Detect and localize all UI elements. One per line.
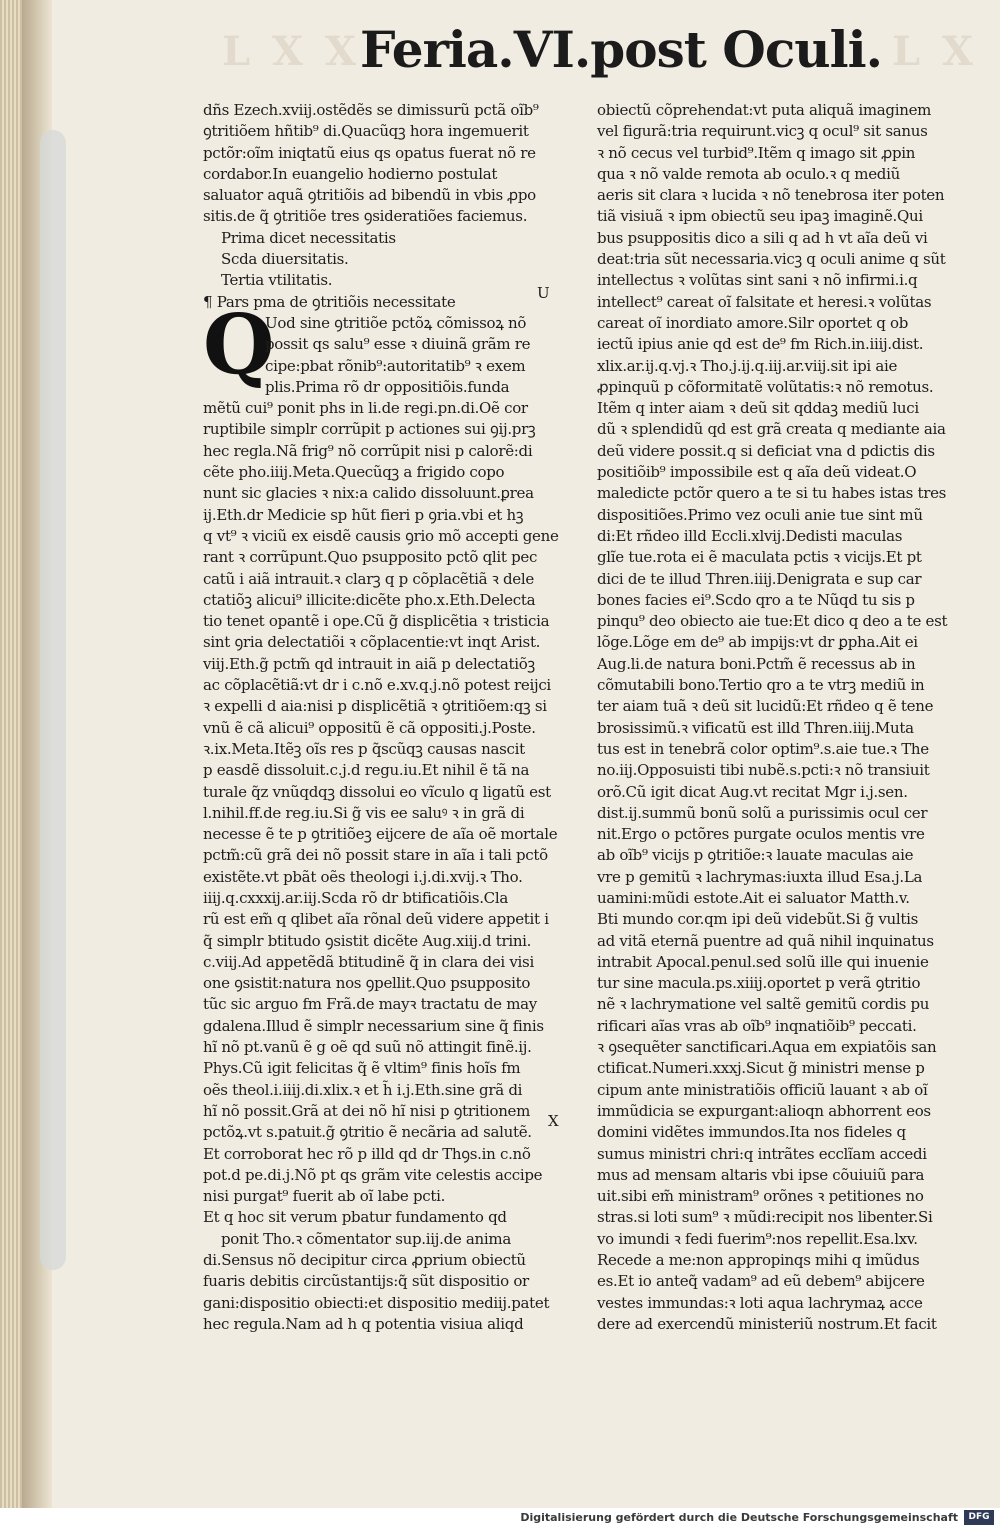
text-line: c.viij.Ad appetẽdã btitudinẽ q̃ in clara dei visi [203,952,534,971]
text-line: fuaris debitis circũstantijs:q̃ sũt dispositio or [203,1272,529,1291]
text-line: p easdẽ dissoluit.c.j.d regu.iu.Et nihil ẽ tã na [203,761,530,780]
text-line: bones facies ei⁹.Scdo qro a te Nũqd tu sis p [597,590,915,609]
text-line: xlix.ar.ij.q.vj.ꝛ Tho.j.ij.q.iij.ar.viij.sit ipi aie [597,356,898,375]
text-line: oẽs theol.i.iiij.di.xlix.ꝛ et h̃ i.j.Eth.sine grã di [203,1080,523,1099]
text-line: deat:tria sũt necessaria.vicꝫ q oculi anime q sũt [597,250,946,269]
dfg-logo: DFG [964,1510,994,1525]
text-line: tur sine macula.ps.xiiij.oportet p verã ꝯtritio [597,974,921,993]
show-through-text: L X X [222,28,361,75]
footer-credit: Digitalisierung gefördert durch die Deutsche Forschungsgemeinschaft [520,1511,958,1524]
text-line: tiã visiuã ꝛ ipm obiectũ seu ipaꝫ imaginẽ.Qui [597,207,923,226]
running-head: Feria.VI.post Oculi. [360,20,883,79]
text-line: intellectus ꝛ volũtas sint sani ꝛ nõ infirmi.i.q [597,271,918,290]
text-line: hec regla.Nã frig⁹ nõ corrũpit nisi p calorẽ:di [203,441,533,460]
text-line: cipe:pbat rõnib⁹:autoritatib⁹ ꝛ exem [265,356,526,375]
text-line: ꝛ expelli d aia:nisi p displicẽtiã ꝛ ꝯtritiõem:qꝫ si [203,697,547,716]
text-line: ruptibile simplr corrũpit p actiones sui ꝯij.prꝫ [203,420,536,439]
text-line: aeris sit clara ꝛ lucida ꝛ nõ tenebrosa iter poten [597,186,945,205]
text-line: rant ꝛ corrũpunt.Quo psupposito pctõ qlit pec [203,548,538,567]
text-line: ponit Tho.ꝛ cõmentator sup.iij.de anima [221,1229,511,1248]
text-line: ꝛ ꝯsequẽter sanctificari.Aqua em expiatõis san [597,1038,937,1057]
text-line: ad vitã eternã puentre ad quã nihil inquinatus [597,931,934,950]
text-line: Bti mundo cor.qm ipi deũ videbũt.Si g̃ vultis [597,910,919,929]
text-line: necesse ẽ te p ꝯtritiõeꝫ eijcere de aĩa oẽ mortale [203,825,558,844]
text-line: ab oĩb⁹ vicijs p ꝯtritiõe:ꝛ lauate maculas aie [597,846,914,865]
text-line: immũdicia se expurgant:alioqn abhorrent eos [597,1101,931,1120]
text-line: viij.Eth.g̃ pctm̃ qd intrauit in aiã p delectatiõꝫ [203,654,535,673]
text-line: ꝛ nõ cecus vel turbid⁹.Itẽm q imago sit ꝓpin [597,143,916,162]
text-line: Phys.Cũ igit felicitas q̃ ẽ vltim⁹ finis hoĩs fm [203,1059,521,1078]
text-line: turale q̃z vnũqdqꝫ dissolui eo vĩculo q ligatũ est [203,782,551,801]
text-line: vnũ ẽ cã alicui⁹ oppositũ ẽ cã oppositi.j.Poste. [203,718,536,737]
text-line: glĩe tue.rota ei ẽ maculata pctis ꝛ vicijs.Et pt [597,548,922,567]
section-mark: U [537,284,550,302]
right-column [597,100,969,1333]
text-line: pctõꝝ.vt s.patuit.g̃ ꝯtritio ẽ necãria ad salutẽ. [203,1123,532,1142]
text-line: dici de te illud Thren.iiij.Denigrata e sup car [597,569,922,588]
text-line: cordabor.In euangelio hodierno postulat [203,164,498,183]
text-line: careat oĩ inordiato amore.Silr oportet q ob [597,313,909,332]
text-line: existẽte.vt pbãt oẽs theologi i.j.di.xvij.ꝛ Tho. [203,867,523,886]
text-line: cipum ante ministratiõis officiũ lauant ꝛ ab oĩ [597,1080,928,1099]
text-line: mus ad mensam altaris vbi ipse cõuiuiũ para [597,1165,925,1184]
initial-letter: Q [203,297,275,393]
text-line: nit.Ergo o pctõres purgate oculos mentis vre [597,825,925,844]
text-line: ctatiõꝫ alicui⁹ illicite:dicẽte pho.x.Eth.Delecta [203,590,536,609]
text-line: gani:dispositio obiecti:et dispositio mediij.patet [203,1293,550,1312]
text-line: sint ꝯria delectatiõi ꝛ cõplacentie:vt inqt Arist. [203,633,541,652]
text-line: orõ.Cũ igit dicat Aug.vt recitat Mgr i.j.sen. [597,782,908,801]
text-line: Itẽm q inter aiam ꝛ deũ sit qddaꝫ mediũ luci [597,399,919,418]
text-line: ter aiam tuã ꝛ deũ sit lucidũ:Et rñdeo q ẽ tene [597,697,934,716]
footer-bar [0,1508,1000,1528]
text-line: dere ad exercendũ ministeriũ nostrum.Et facit [597,1314,937,1333]
text-line: nẽ ꝛ lachrymatione vel saltẽ gemitũ cordis pu [597,995,930,1014]
text-line: ꝛ.ix.Meta.Itẽꝫ oĩs res p q̃scũqꝫ causas nascit [203,739,525,758]
text-line: tus est in tenebrã color optim⁹.s.aie tue.ꝛ The [597,739,929,758]
text-line: deũ videre possit.q si deficiat vna d pdictis dis [597,441,935,460]
text-line: stras.si loti sum⁹ ꝛ mũdi:recipit nos libenter.Si [597,1208,933,1227]
text-line: ¶ Pars pma de ꝯtritiõis necessitate [203,292,456,311]
text-line: ac cõplacẽtiã:vt dr i c.nõ e.xv.q.j.nõ potest reijci [203,676,551,695]
text-line: sumus ministri chri:q intrãtes ecclĩam accedi [597,1144,927,1163]
text-line: qua ꝛ nõ valde remota ab oculo.ꝛ q mediũ [597,164,900,183]
text-line: Prima dicet necessitatis [221,228,396,247]
text-line: ij.Eth.dr Medicie sp hũt fieri p ꝯria.vbi et hꝫ [203,505,524,524]
text-line: maledicte pctõr quero a te si tu habes istas tres [597,484,947,503]
text-line: q vt⁹ ꝛ viciũ ex eisdẽ causis ꝯrio mõ accepti gene [203,526,559,545]
text-line: rificari aĩas vras ab oĩb⁹ inqnatiõib⁹ peccati. [597,1016,917,1035]
text-line: Aug.li.de natura boni.Pctm̃ ẽ recessus ab in [597,654,916,673]
text-line: dũ ꝛ splendidũ qd est grã creata q mediante aia [597,420,946,439]
bookmark-strip [40,130,66,1270]
text-line: Et q hoc sit verum pbatur fundamento qd [203,1208,507,1227]
text-line: es.Et io anteq̃ vadam⁹ ad eũ debem⁹ abijcere [597,1272,925,1291]
text-line: brosissimũ.ꝛ vificatũ est illd Thren.iiij.Muta [597,718,914,737]
text-line: pinqu⁹ deo obiecto aie tue:Et dico q deo a te est [597,612,948,631]
text-line: dist.ij.summũ bonũ solũ a purissimis ocul cer [597,803,928,822]
text-line: pot.d pe.di.j.Nõ pt qs grãm vite celestis accipe [203,1165,543,1184]
page-edges [0,0,22,1508]
left-column [203,100,575,1333]
text-line: q̃ simplr btitudo ꝯsistit dicẽte Aug.xiij.d trini. [203,931,532,950]
text-line: vo imundi ꝛ fedi fuerim⁹:nos repellit.Esa.lxv. [597,1229,918,1248]
text-line: possit qs salu⁹ esse ꝛ diuinã grãm re [265,335,531,354]
text-line: uamini:mũdi estote.Ait ei saluator Matth.v. [597,888,910,907]
text-line: uit.sibi em̃ ministram⁹ orõnes ꝛ petitiones no [597,1187,924,1206]
text-line: tũc sic arguo fm Frã.de mayꝛ tractatu de may [203,995,537,1014]
text-line: hec regula.Nam ad h q potentia visiua aliqd [203,1314,524,1333]
text-line: nisi purgat⁹ fuerit ab oĩ labe pcti. [203,1187,446,1206]
text-line: nunt sic glacies ꝛ nix:a calido dissoluunt.ꝑrea [203,484,534,503]
text-line: lõge.Lõge em de⁹ ab impijs:vt dr ꝑpha.Ait ei [597,633,918,652]
section-mark: X [548,1112,559,1130]
text-line: vel figurã:tria requirunt.vicꝫ q ocul⁹ sit sanus [597,122,928,141]
text-line: intellect⁹ careat oĩ falsitate et heresi.ꝛ volũtas [597,292,932,311]
show-through-text: L X [892,28,978,75]
text-line: ꝓpinquũ p cõformitatẽ volũtatis:ꝛ nõ remotus. [597,377,934,396]
text-line: one ꝯsistit:natura nos ꝯpellit.Quo psupposito [203,974,531,993]
text-line: pctm̃:cũ grã dei nõ possit stare in aĩa i tali pctõ [203,846,548,865]
text-line: cẽte pho.iiij.Meta.Quecũqꝫ a frigido copo [203,463,505,482]
text-line: bus psuppositis dico a sili q ad h vt aĩa deũ vi [597,228,928,247]
text-line: rũ est em̃ q qlibet aĩa rõnal deũ videre appetit i [203,910,549,929]
text-line: Recede a me:non appropinqs mihi q imũdus [597,1251,920,1270]
text-line: dñs Ezech.xviij.ostẽdẽs se dimissurũ pctã oĩb⁹ [203,101,539,119]
text-line: no.iij.Opposuisti tibi nubẽ.s.pcti:ꝛ nõ transiuit [597,761,930,780]
text-line: intrabit Apocal.penul.sed solũ ille qui inuenie [597,952,929,971]
text-line: obiectũ cõprehendat:vt puta aliquã imaginem [597,101,932,119]
text-line: plis.Prima rõ dr oppositiõis.funda [265,377,510,396]
text-line: hĩ nõ pt.vanũ ẽ g oẽ qd suũ nõ attingit finẽ.ij. [203,1038,532,1057]
text-line: Tertia vtilitatis. [221,271,333,290]
text-line: positiõib⁹ impossibile est q aĩa deũ videat.O [597,463,917,482]
text-line: Scda diuersitatis. [221,250,349,269]
text-line: iiij.q.cxxxij.ar.iij.Scda rõ dr btificatiõis.Cla [203,888,508,907]
text-line: dispositiões.Primo vez oculi anie tue sint mũ [597,505,923,524]
text-line: gdalena.Illud ẽ simplr necessarium sine q̃ finis [203,1016,544,1035]
text-line: sitis.de q̃ ꝯtritiõe tres ꝯsideratiões faciemus. [203,207,528,226]
text-line: mẽtũ cui⁹ ponit phs in li.de regi.pn.di.Oẽ cor [203,399,528,418]
text-line: ctificat.Numeri.xxxj.Sicut g̃ ministri mense p [597,1059,925,1078]
text-line: pctõr:oĩm iniqtatũ eius qs opatus fuerat nõ re [203,143,536,162]
text-line: vre p gemitũ ꝛ lachrymas:iuxta illud Esa.j.La [597,867,923,886]
text-line: Et corroborat hec rõ p illd qd dr Thꝯs.in c.nõ [203,1144,531,1163]
text-line: cõmutabili bono.Tertio qro a te vtrꝫ mediũ in [597,676,925,695]
text-line: domini vidẽtes immundos.Ita nos fideles q [597,1123,906,1142]
text-line: di.Sensus nõ decipitur circa ꝓprium obiectũ [203,1251,526,1270]
text-line: di:Et rñdeo illd Eccli.xlvij.Dedisti maculas [597,526,903,545]
text-line: hĩ nõ possit.Grã at dei nõ hĩ nisi p ꝯtritionem [203,1101,531,1120]
text-line: Uod sine ꝯtritiõe pctõꝝ cõmissoꝝ nõ [265,313,527,332]
text-line: vestes immundas:ꝛ loti aqua lachrymaꝝ acce [597,1293,923,1312]
text-line: catũ i aiã intrauit.ꝛ clarꝫ q p cõplacẽtiã ꝛ dele [203,569,534,588]
text-line: iectũ ipius anie qd est de⁹ fm Rich.in.iiij.dist. [597,335,924,354]
text-line: ꝯtritiõem hñtib⁹ di.Quacũqꝫ hora ingemuerit [203,122,529,141]
text-line: l.nihil.ff.de reg.iu.Si g̃ vis ee saluꝰ ꝛ in grã di [203,803,525,822]
text-line: tio tenet opantẽ i ope.Cũ g̃ displicẽtia ꝛ tristicia [203,612,550,631]
text-line: saluator aquã ꝯtritiõis ad bibendũ in vbis ꝓpo [203,186,536,205]
